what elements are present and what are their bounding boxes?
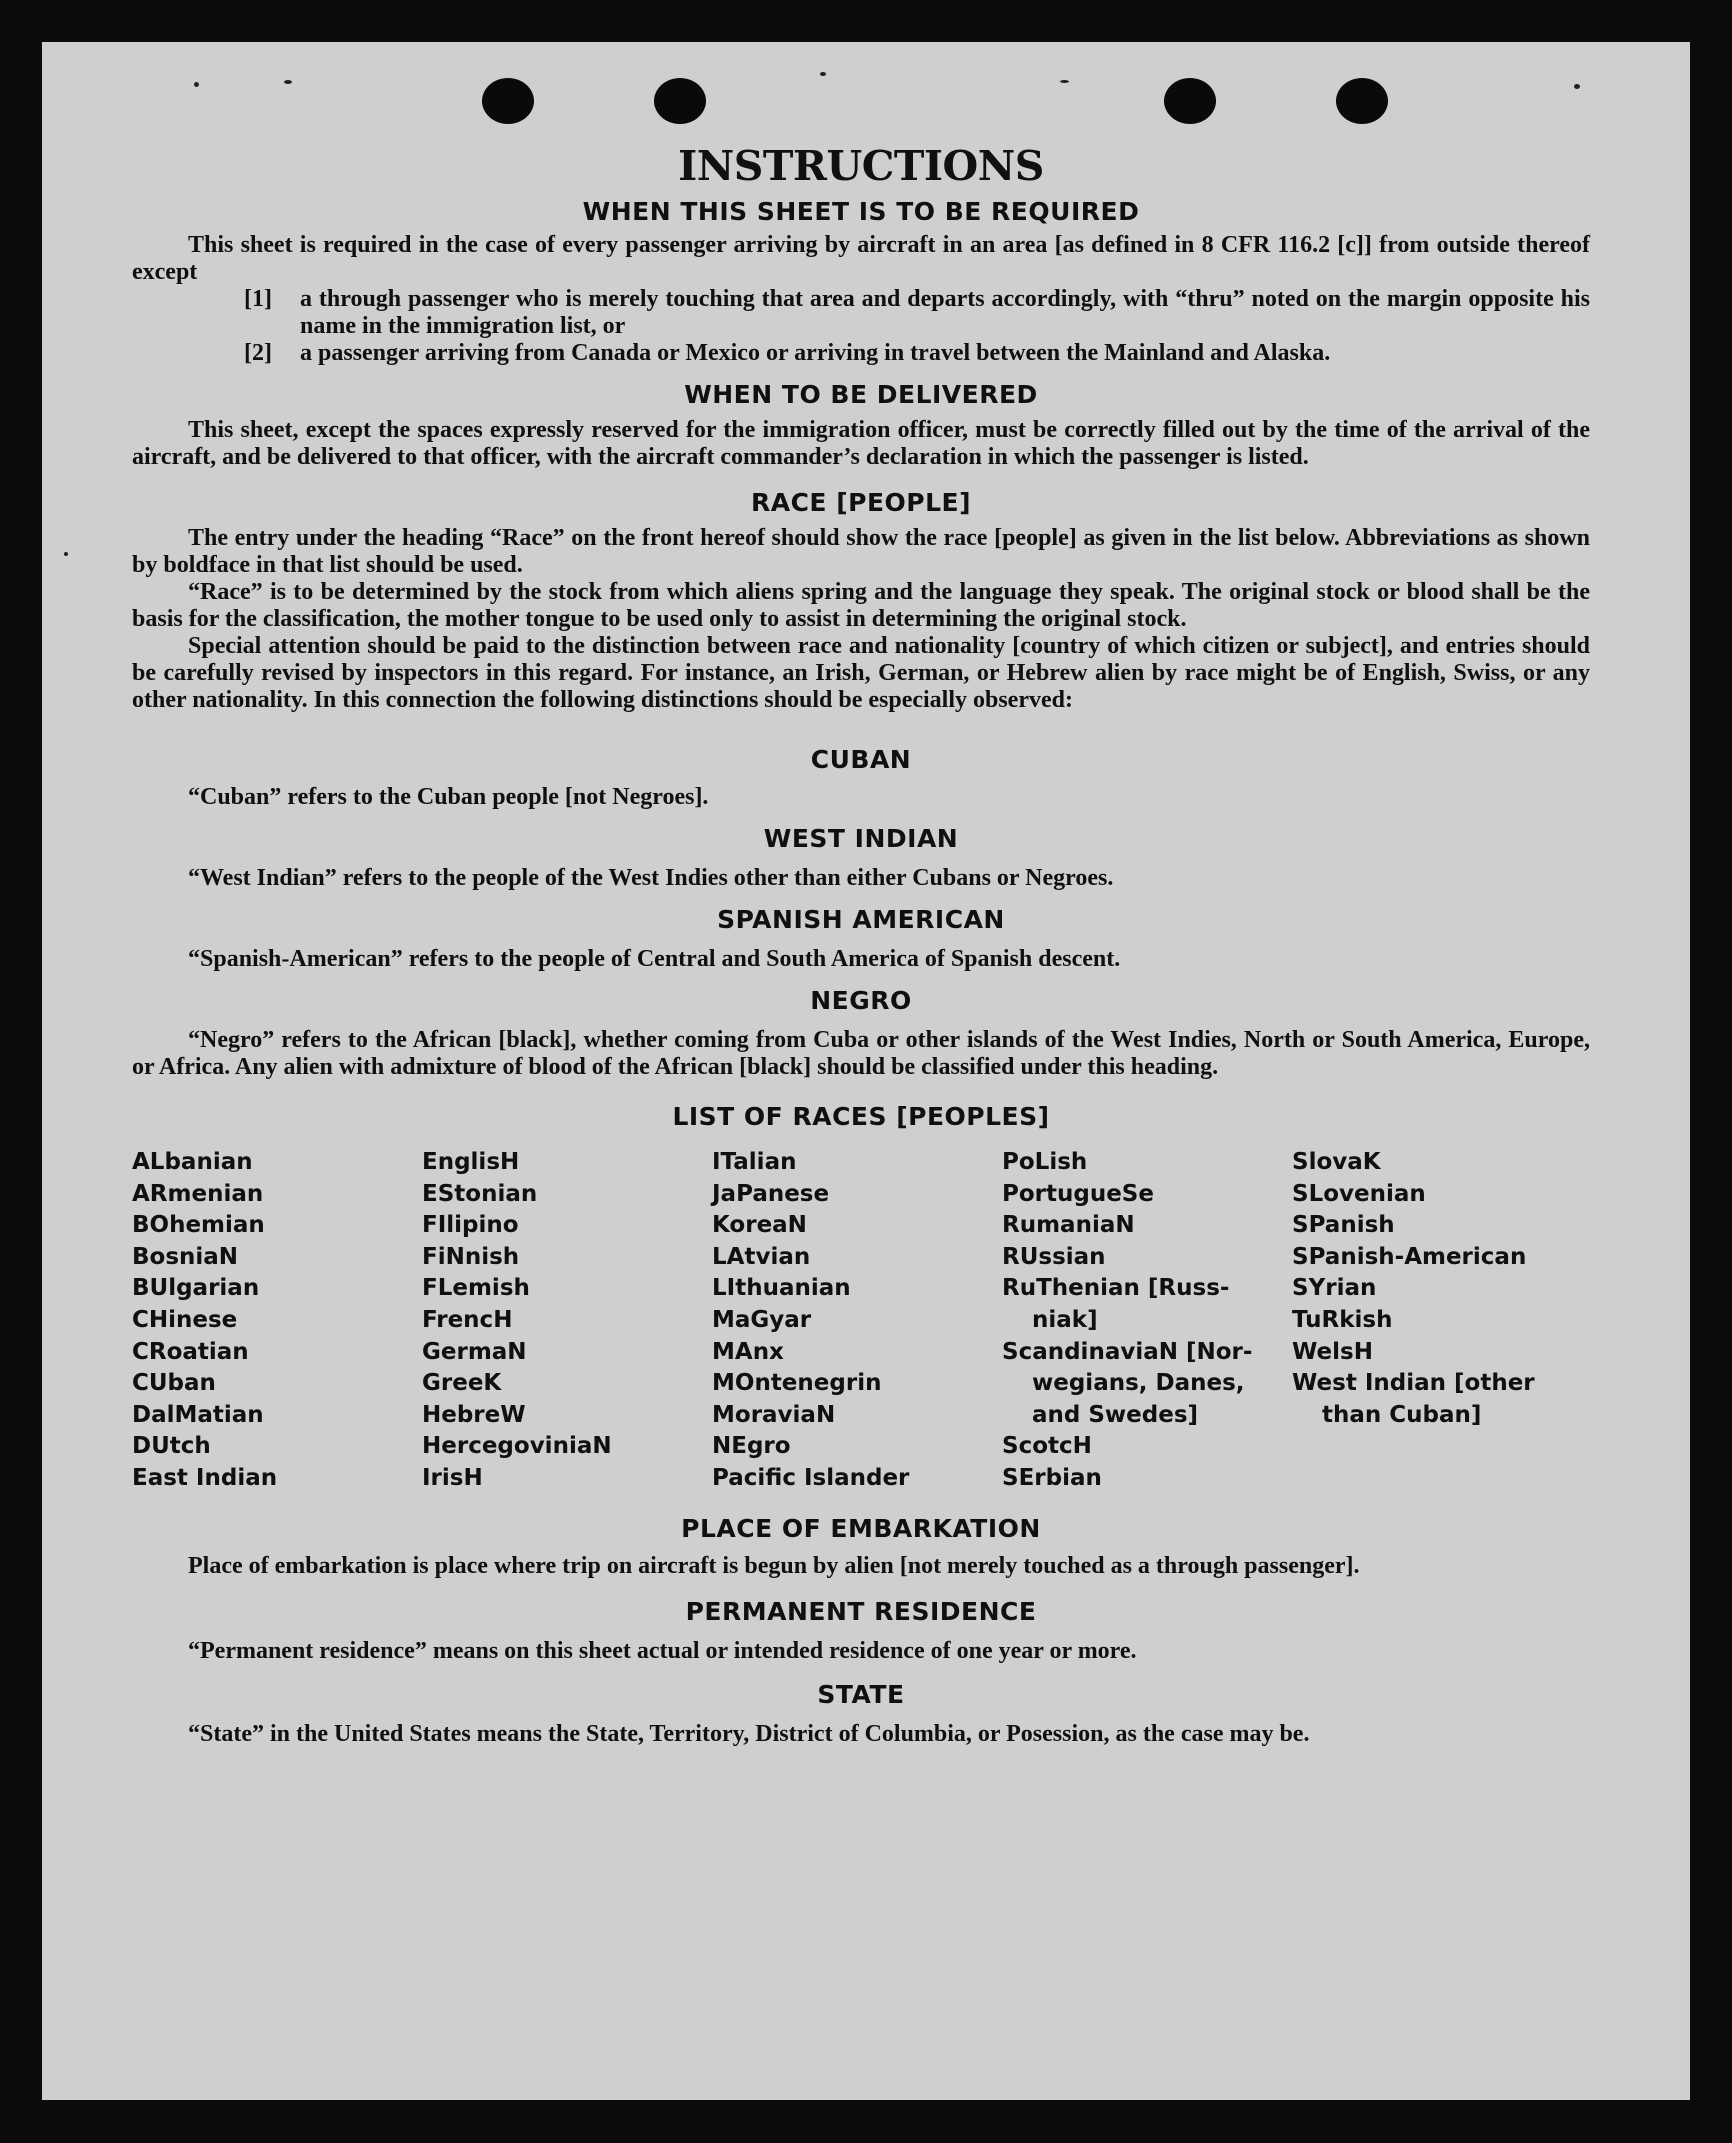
race-entry: CRoatian — [132, 1338, 249, 1365]
race-entry: MaGyar — [712, 1306, 812, 1333]
race-column-4 — [1002, 1147, 1292, 1495]
paragraph-cuban: “Cuban” refers to the Cuban people [not Negroes]. — [188, 784, 709, 810]
race-entry: GermaN — [422, 1338, 527, 1365]
race-entry: KoreaN — [712, 1212, 807, 1239]
race-entry: NEgro — [712, 1433, 791, 1460]
race-entry: SLovenian — [1292, 1180, 1426, 1207]
heading-place-of-embarkation: PLACE OF EMBARKATION — [681, 1513, 1041, 1543]
scan-speck — [284, 80, 292, 84]
race-entry: Pacific Islander — [712, 1464, 910, 1491]
race-entry: DUtch — [132, 1433, 211, 1460]
race-entry: RUssian — [1002, 1243, 1106, 1270]
race-entry: and Swedes] — [1032, 1401, 1199, 1428]
race-entry: LIthuanian — [712, 1275, 851, 1302]
race-entry: TuRkish — [1292, 1306, 1393, 1333]
race-entry: JaPanese — [712, 1180, 830, 1207]
punch-hole — [654, 78, 706, 124]
race-list — [132, 1147, 1590, 1495]
race-entry: ITalian — [712, 1149, 797, 1175]
list-item-exception-1 — [244, 286, 1590, 340]
race-entry: FLemish — [422, 1275, 530, 1302]
race-entry: ScandinaviaN [Nor- — [1002, 1338, 1253, 1365]
race-entry: SlovaK — [1292, 1149, 1381, 1175]
instructions-content — [132, 142, 1590, 1748]
scan-speck — [64, 552, 68, 556]
paragraph-when-required: This sheet is required in the case of every passenger arriving by aircraft in an area [as defined in 8 CFR 116.2 [c]] from outside thereof except — [132, 232, 1590, 285]
race-column-2 — [422, 1147, 712, 1495]
race-entry: LAtvian — [712, 1243, 811, 1270]
race-entry: HercegoviniaN — [422, 1433, 612, 1460]
race-entry: DalMatian — [132, 1401, 264, 1428]
heading-spanish-american: SPANISH AMERICAN — [717, 905, 1005, 934]
race-column-5 — [1292, 1147, 1582, 1495]
item-text: a passenger arriving from Canada or Mexico or arriving in travel between the Mainland and Alaska. — [300, 340, 1331, 366]
race-column-1 — [132, 1147, 422, 1495]
punch-hole — [1164, 78, 1216, 124]
race-entry: PoLish — [1002, 1149, 1088, 1175]
heading-negro: NEGRO — [810, 986, 912, 1015]
race-entry: SErbian — [1002, 1464, 1102, 1491]
race-entry: FIlipino — [422, 1212, 519, 1239]
race-entry: MoraviaN — [712, 1401, 836, 1428]
heading-when-required: WHEN THIS SHEET IS TO BE REQUIRED — [582, 197, 1140, 226]
scan-speck — [194, 82, 199, 87]
race-entry: SPanish-American — [1292, 1243, 1527, 1270]
race-entry: ARmenian — [132, 1180, 264, 1207]
heading-list-of-races: LIST OF RACES [PEOPLES] — [672, 1102, 1050, 1131]
paragraph-spanish-american: “Spanish-American” refers to the people of Central and South America of Spanish descent. — [188, 946, 1121, 972]
paragraph-state: “State” in the United States means the State, Territory, District of Columbia, or Posession, as the case may be. — [188, 1720, 1310, 1747]
race-entry: PortugueSe — [1002, 1180, 1154, 1207]
heading-when-delivered: WHEN TO BE DELIVERED — [684, 380, 1038, 409]
paragraph-west-indian: “West Indian” refers to the people of the West Indies other than either Cubans or Negroes. — [188, 865, 1114, 891]
scan-speck — [1574, 84, 1580, 89]
race-column-3 — [712, 1147, 1002, 1495]
item-number: [2] — [244, 340, 272, 366]
race-entry: ScotcH — [1002, 1433, 1092, 1460]
race-entry: RumaniaN — [1002, 1212, 1135, 1239]
race-entry: West Indian [other — [1292, 1370, 1535, 1397]
item-number: [1] — [244, 286, 272, 312]
race-entry: East Indian — [132, 1464, 278, 1491]
race-entry: GreeK — [422, 1370, 502, 1397]
page-title: INSTRUCTIONS — [678, 142, 1044, 190]
paragraph-race-1: The entry under the heading “Race” on the front hereof should show the race [people] as given in the list below. Abbreviations as shown by boldface in that list should be used. — [132, 525, 1590, 578]
race-entry: FrencH — [422, 1306, 513, 1333]
paragraph-place-of-embarkation: Place of embarkation is place where trip on aircraft is begun by alien [not merely touched as a through passenger]. — [188, 1552, 1360, 1579]
race-entry: BUlgarian — [132, 1275, 260, 1302]
paragraph-negro: “Negro” refers to the African [black], whether coming from Cuba or other islands of the West Indies, North or South America, Europe, or Africa. Any alien with admixture of blood of the African [black] should be classified under this heading. — [132, 1027, 1590, 1080]
heading-state: STATE — [817, 1679, 905, 1709]
race-entry: WelsH — [1292, 1338, 1373, 1365]
race-entry: EStonian — [422, 1180, 538, 1207]
punch-hole — [482, 78, 534, 124]
race-entry: RuThenian [Russ- — [1002, 1275, 1230, 1302]
race-entry: BOhemian — [132, 1212, 265, 1239]
race-entry: CHinese — [132, 1306, 238, 1333]
race-entry: than Cuban] — [1322, 1401, 1482, 1428]
race-entry: EnglisH — [422, 1149, 520, 1175]
race-entry: ALbanian — [132, 1149, 253, 1175]
document-sheet — [42, 42, 1690, 2100]
scan-speck — [820, 72, 826, 76]
heading-permanent-residence: PERMANENT RESIDENCE — [685, 1596, 1037, 1626]
paragraph-race-2: “Race” is to be determined by the stock from which aliens spring and the language they speak. The original stock or blood shall be the basis for the classification, the mother tongue to be used only to assist in determining the original stock. — [132, 579, 1590, 632]
paragraph-when-delivered: This sheet, except the spaces expressly reserved for the immigration officer, must be correctly filled out by the time of the arrival of the aircraft, and be delivered to that officer, with the aircraft commander’s declaration in which the passenger is listed. — [132, 417, 1590, 470]
race-entry: BosniaN — [132, 1243, 239, 1270]
paragraph-permanent-residence: “Permanent residence” means on this sheet actual or intended residence of one year or more. — [188, 1637, 1137, 1664]
race-entry: SYrian — [1292, 1275, 1377, 1302]
race-entry: IrisH — [422, 1464, 483, 1491]
race-entry: niak] — [1032, 1306, 1098, 1333]
heading-west-indian: WEST INDIAN — [763, 824, 959, 853]
list-item-exception-2 — [244, 340, 1590, 367]
item-text: a through passenger who is merely touching that area and departs accordingly, with “thru” noted on the margin opposite his name in the immigration list, or — [300, 286, 1590, 339]
race-entry: HebreW — [422, 1401, 526, 1428]
race-entry: FiNnish — [422, 1243, 520, 1270]
race-entry: MAnx — [712, 1338, 784, 1365]
race-entry: SPanish — [1292, 1212, 1395, 1239]
paragraph-race-3: Special attention should be paid to the distinction between race and nationality [country of which citizen or subject], and entries should be carefully revised by inspectors in this regard. For instance, an Irish, German, or Hebrew alien by race might be of English, Swiss, or any other nationality. In this connection the following distinctions should be especially observed: — [132, 633, 1590, 713]
punch-hole — [1336, 78, 1388, 124]
race-entry: CUban — [132, 1370, 216, 1397]
heading-cuban: CUBAN — [810, 745, 912, 774]
race-entry: MOntenegrin — [712, 1370, 882, 1397]
race-entry: wegians, Danes, — [1032, 1370, 1245, 1397]
scan-speck — [1060, 80, 1069, 83]
heading-race: RACE [PEOPLE] — [750, 488, 972, 517]
